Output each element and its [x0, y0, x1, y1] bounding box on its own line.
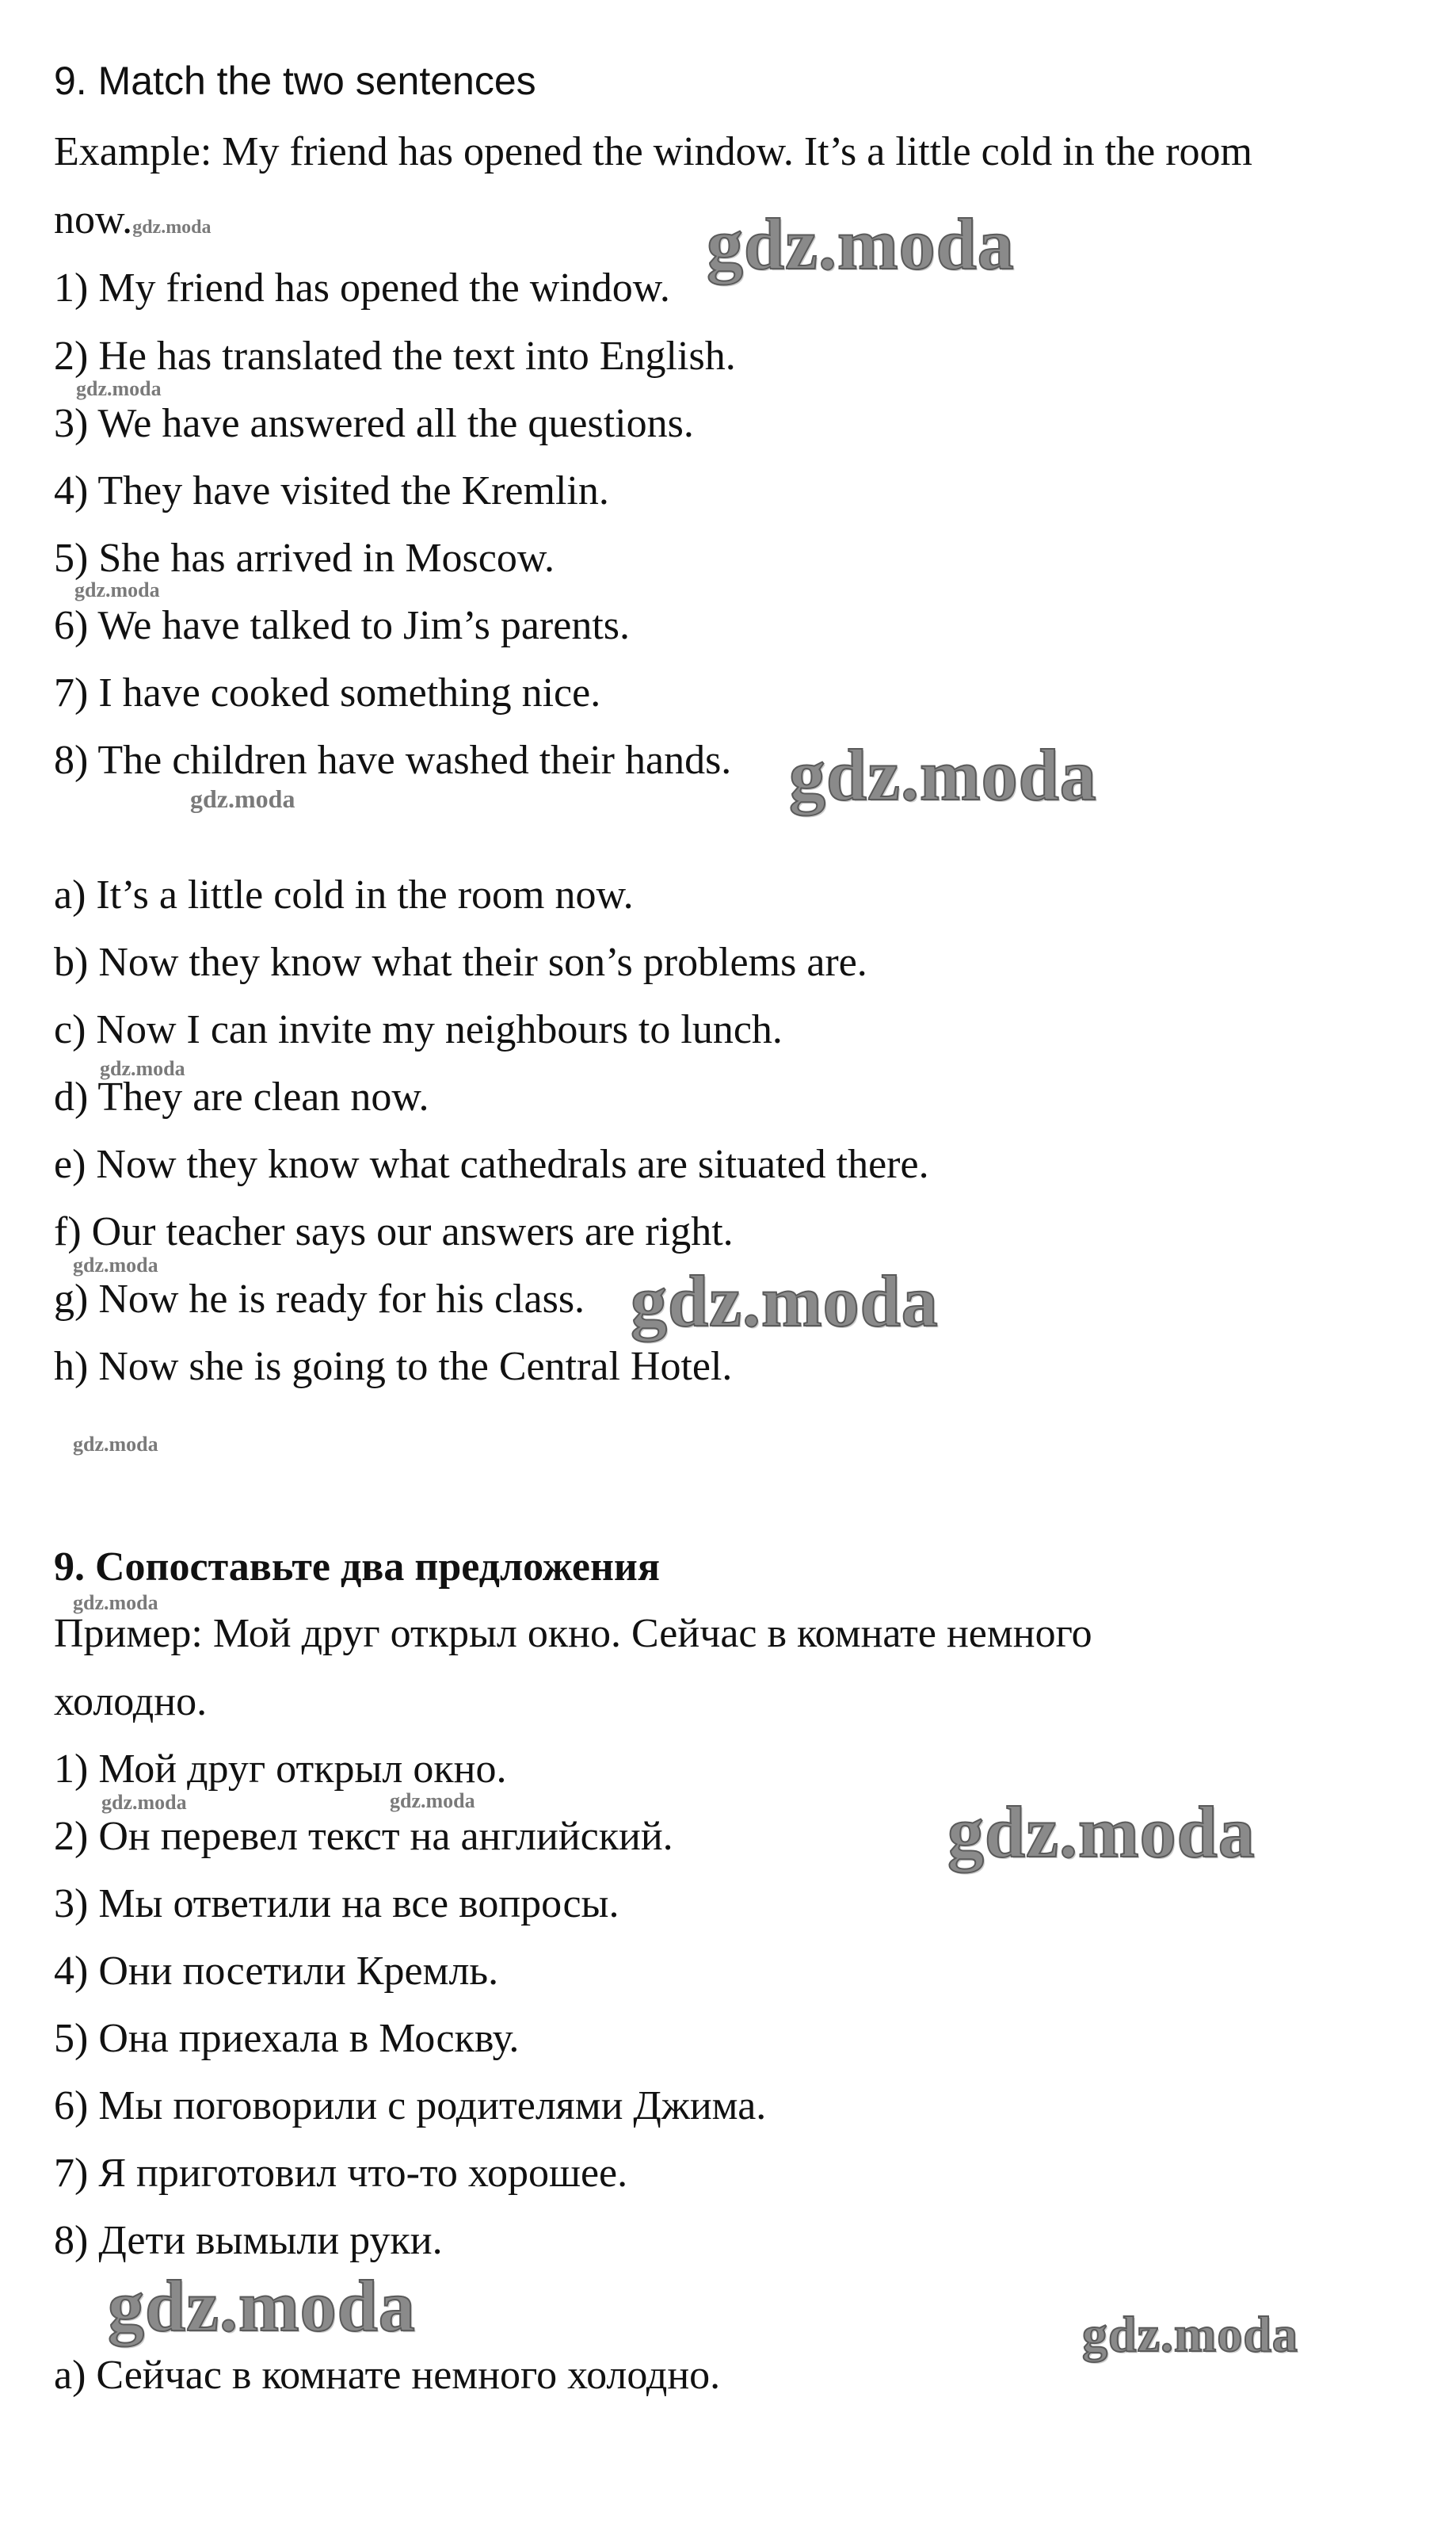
- watermark-logo: gdz.moda: [631, 1261, 939, 1342]
- watermark-small: gdz.moda: [132, 217, 212, 238]
- answer-item: h) Now she is going to the Central Hotel.: [54, 1344, 733, 1389]
- sentence-item-ru: 6) Мы поговорили с родителями Джима.: [54, 2083, 767, 2128]
- watermark-logo: gdz.moda: [1082, 2306, 1298, 2362]
- watermark-logo: gdz.moda: [707, 204, 1015, 284]
- sentence-item-ru: 4) Они посетили Кремль.: [54, 1949, 499, 1994]
- answer-item: f) Our teacher says our answers are right.: [54, 1209, 734, 1254]
- sentence-item: 6) We have talked to Jim’s parents.: [54, 603, 631, 648]
- watermark-small: gdz.moda: [73, 1433, 158, 1456]
- answer-item: c) Now I can invite my neighbours to lunch.: [54, 1007, 783, 1052]
- watermark-small: gdz.moda: [73, 1254, 158, 1277]
- sentence-item-ru: 7) Я приготовил что-то хорошее.: [54, 2151, 628, 2196]
- watermark-logo: gdz.moda: [947, 1792, 1256, 1872]
- watermark-small: gdz.moda: [190, 784, 295, 813]
- watermark-small: gdz.moda: [74, 578, 160, 601]
- answer-item: a) It’s a little cold in the room now.: [54, 872, 634, 918]
- exercise-title-ru: 9. Сопоставьте два предложения: [54, 1544, 660, 1590]
- watermark-small: gdz.moda: [76, 377, 162, 400]
- watermark-small: gdz.moda: [73, 1591, 158, 1614]
- sentence-item-ru: 5) Она приехала в Москву.: [54, 2016, 520, 2061]
- sentence-item-ru: 8) Дети вымыли руки.: [54, 2218, 443, 2263]
- example-line: Example: My friend has opened the window. It’s a little cold in the room: [54, 129, 1252, 174]
- answer-item: g) Now he is ready for his class.: [54, 1277, 585, 1322]
- example-line-continued: [54, 197, 212, 251]
- watermark-small: gdz.moda: [390, 1789, 475, 1812]
- example-line-end: now.: [54, 197, 133, 242]
- exercise-title: 9. Match the two sentences: [54, 59, 536, 103]
- answer-item: b) Now they know what their son’s problems are.: [54, 940, 867, 985]
- watermark-logo: gdz.moda: [789, 735, 1097, 815]
- example-line-ru-continued: холодно.: [54, 1679, 208, 1724]
- sentence-item-ru: 1) Мой друг открыл окно.: [54, 1746, 507, 1792]
- sentence-item: 2) He has translated the text into English.: [54, 334, 736, 379]
- sentence-item: 3) We have answered all the questions.: [54, 401, 694, 446]
- answer-item: e) Now they know what cathedrals are situated there.: [54, 1142, 929, 1187]
- answer-item-ru: a) Сейчас в комнате немного холодно.: [54, 2353, 721, 2398]
- sentence-item: 7) I have cooked something nice.: [54, 670, 601, 716]
- watermark-small: gdz.moda: [100, 1057, 185, 1080]
- sentence-item-ru: 2) Он перевел текст на английский.: [54, 1814, 673, 1859]
- sentence-item: 4) They have visited the Kremlin.: [54, 468, 609, 513]
- example-line-ru: Пример: Мой друг открыл окно. Сейчас в комнате немного: [54, 1611, 1092, 1656]
- sentence-item: 1) My friend has opened the window.: [54, 265, 670, 311]
- watermark-small: gdz.moda: [101, 1791, 187, 1814]
- watermark-logo: gdz.moda: [108, 2265, 416, 2346]
- sentence-item-ru: 3) Мы ответили на все вопросы.: [54, 1881, 619, 1926]
- answer-item: d) They are clean now.: [54, 1075, 429, 1120]
- sentence-item: 8) The children have washed their hands.: [54, 738, 732, 783]
- sentence-item: 5) She has arrived in Moscow.: [54, 536, 555, 581]
